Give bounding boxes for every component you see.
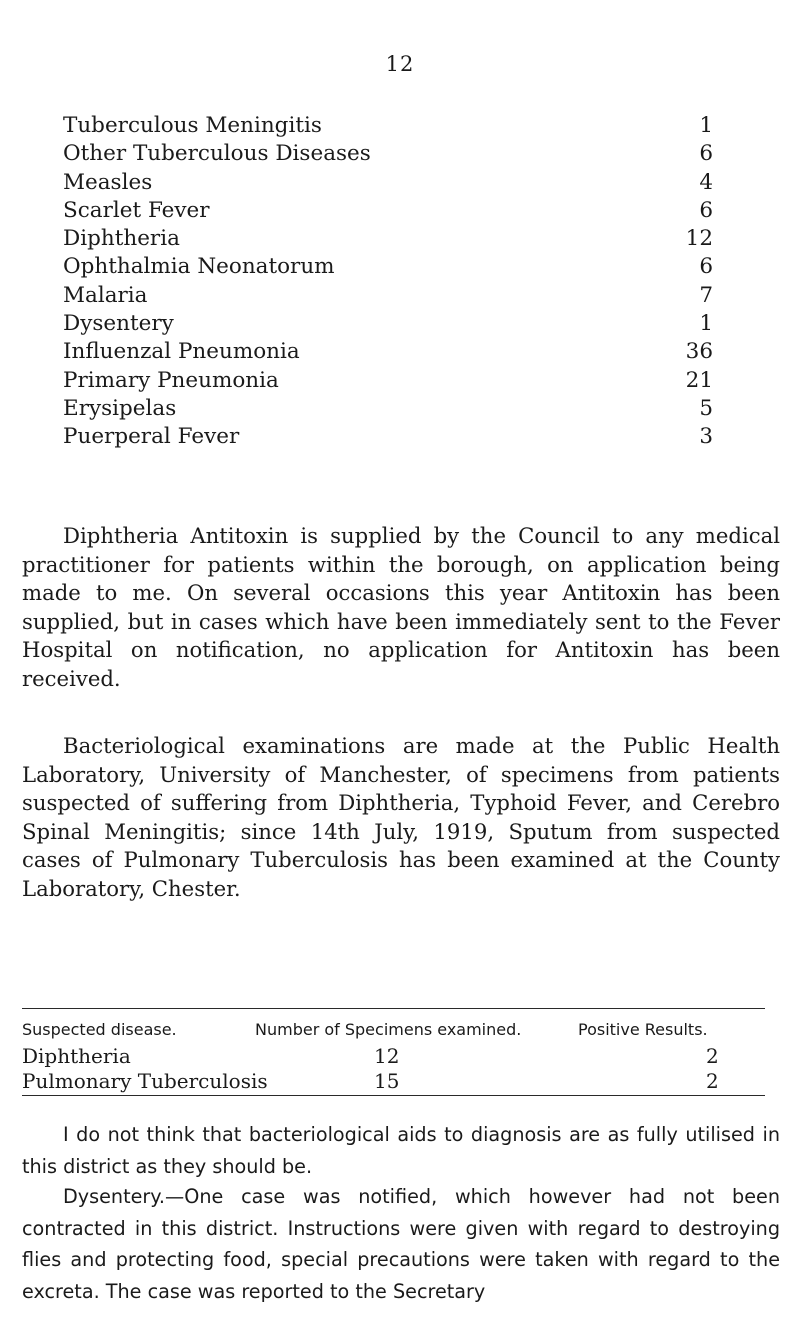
bacteriological-paragraph: Bacteriological examinations are made at the Public Health Laboratory, University of Manchester, of specimens from patients suspected of suffering from Diphtheria, Typhoid Fever, and Cerebro Spinal Meningitis; since 14th July, 1919, Sputum from suspected cases of Pulmonary Tuberculosis has been examined at the County Laboratory, Chester. [22,733,780,901]
list-item [63,367,713,395]
disease-count: 5 [699,395,713,421]
disease-count: 6 [699,197,713,223]
disease-name: Malaria [63,282,148,308]
disease-count: 4 [699,169,713,195]
table-header-specimens: Number of Specimens examined. [255,1020,522,1039]
disease-name: Other Tuberculous Diseases [63,141,371,167]
list-item [63,140,713,168]
disease-name: Dysentery [63,311,174,337]
disease-count: 1 [699,311,713,337]
disease-count: 1 [699,113,713,138]
disease-name: Tuberculous Meningitis [63,113,322,138]
table-cell-disease: Diphtheria [22,1044,131,1068]
table-rule-bottom [22,1095,765,1096]
table-cell-specimens: 15 [374,1069,400,1093]
disease-count: 21 [685,367,713,393]
disease-name: Diphtheria [63,226,180,252]
disease-name: Primary Pneumonia [63,367,279,393]
table-cell-positive: 2 [706,1044,719,1068]
list-item [63,423,713,451]
disease-count: 7 [699,282,713,308]
disease-count: 3 [699,424,713,450]
list-item [63,253,713,281]
list-item [63,310,713,338]
disease-count: 6 [699,141,713,167]
list-item [63,225,713,253]
disease-name: Ophthalmia Neonatorum [63,254,335,280]
list-item [63,282,713,310]
list-item [63,395,713,423]
table-rule-top [22,1008,765,1009]
dysentery-paragraph: Dysentery.—One case was notified, which however had not been contracted in this district. Instructions were given with regard to destroying flies and protecting food, special precautions were taken with regard to the excreta. The case was reported to the Secretary [22,1185,780,1303]
list-item [63,338,713,366]
disease-notification-list [63,112,713,452]
disease-count: 36 [685,339,713,365]
disease-name: Scarlet Fever [63,197,210,223]
disease-name: Measles [63,169,153,195]
table-cell-disease: Pulmonary Tuberculosis [22,1069,268,1093]
table-header-disease: Suspected disease. [22,1020,177,1039]
disease-name: Erysipelas [63,395,177,421]
table-cell-positive: 2 [706,1069,719,1093]
disease-name: Influenzal Pneumonia [63,339,300,365]
list-item [63,169,713,197]
table-cell-specimens: 12 [374,1044,400,1068]
disease-count: 6 [699,254,713,280]
table-header-positive: Positive Results. [578,1020,708,1039]
disease-count: 12 [685,226,713,252]
disease-name: Puerperal Fever [63,424,240,450]
page-number: 12 [385,52,415,76]
list-item [63,197,713,225]
antitoxin-paragraph: Diphtheria Antitoxin is supplied by the Council to any medical practitioner for patients within the borough, on application being made to me. On several occasions this year Antitoxin has been supplied, but in cases which have been immediately sent to the Fever Hospital on notification, no application for Antitoxin has been received. [22,523,780,691]
list-item [63,112,713,140]
diagnosis-aids-paragraph: I do not think that bacteriological aids to diagnosis are as fully utilised in this district as they should be. [22,1123,780,1178]
